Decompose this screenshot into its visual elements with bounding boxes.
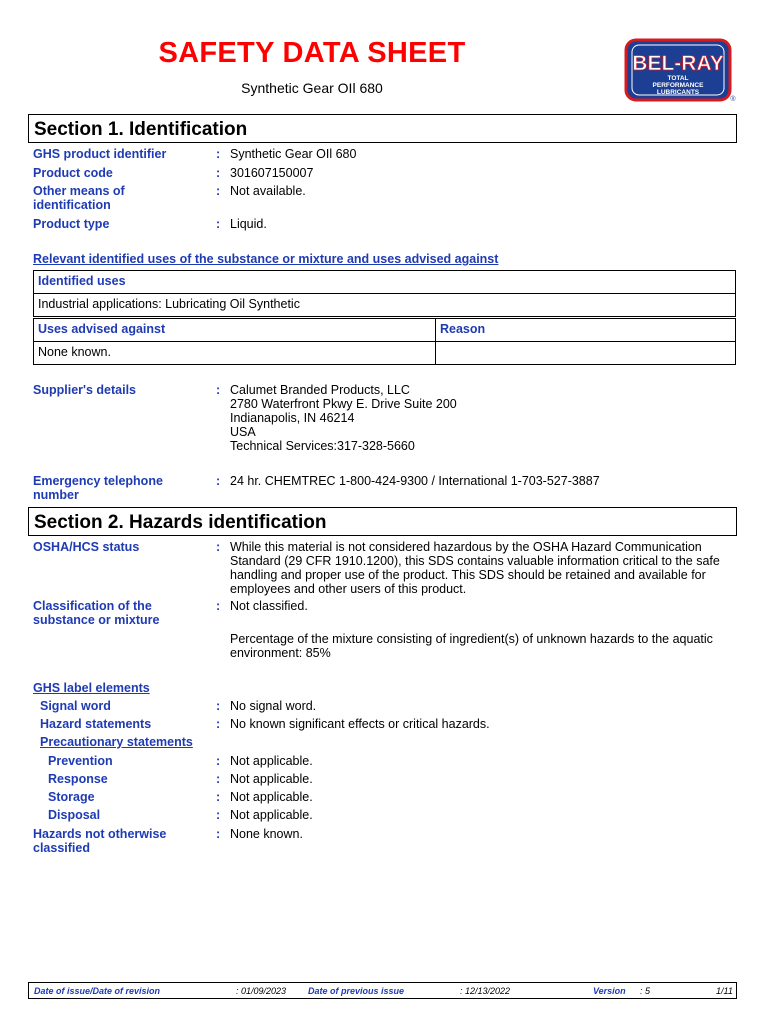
uses-advised-against-header: Uses advised against bbox=[34, 319, 436, 342]
supplier-details bbox=[230, 383, 735, 453]
colon: : bbox=[216, 474, 221, 488]
colon: : bbox=[216, 147, 221, 161]
colon: : bbox=[216, 599, 221, 613]
supplier-line: Technical Services:317-328-5660 bbox=[230, 439, 415, 453]
document-title: SAFETY DATA SHEET bbox=[158, 37, 466, 69]
storage-label: Storage bbox=[48, 790, 95, 804]
product-code-label: Product code bbox=[33, 166, 113, 180]
osha-status-label: OSHA/HCS status bbox=[33, 540, 140, 554]
logo-registered-mark: ® bbox=[730, 96, 736, 103]
colon: : bbox=[216, 717, 221, 731]
colon: : bbox=[216, 827, 221, 841]
version-label: Version bbox=[593, 986, 626, 996]
product-code-value: 301607150007 bbox=[230, 166, 314, 180]
colon: : bbox=[216, 808, 221, 822]
relevant-uses-heading: Relevant identified uses of the substance or mixture and uses advised against bbox=[33, 252, 499, 266]
hazards-not-otherwise-classified-value: None known. bbox=[230, 827, 303, 841]
emergency-telephone-value: 24 hr. CHEMTREC 1-800-424-9300 / International 1-703-527-3887 bbox=[230, 474, 600, 488]
supplier-line: Indianapolis, IN 46214 bbox=[230, 411, 355, 425]
product-name: Synthetic Gear OIl 680 bbox=[241, 80, 383, 96]
logo-line1: TOTAL bbox=[667, 75, 689, 82]
prevention-label: Prevention bbox=[48, 754, 113, 768]
precautionary-statements-heading: Precautionary statements bbox=[40, 735, 193, 749]
section1-heading: Section 1. Identification bbox=[28, 114, 737, 143]
supplier-line: Calumet Branded Products, LLC bbox=[230, 383, 410, 397]
identified-uses-value: Industrial applications: Lubricating Oil Synthetic bbox=[34, 294, 736, 317]
other-means-value: Not available. bbox=[230, 184, 306, 198]
page-number: 1/11 bbox=[716, 986, 733, 996]
colon: : bbox=[216, 699, 221, 713]
ghs-identifier-value: Synthetic Gear OIl 680 bbox=[230, 147, 357, 161]
hazards-not-otherwise-classified-label: Hazards not otherwise classified bbox=[33, 827, 167, 855]
signal-word-label: Signal word bbox=[40, 699, 111, 713]
disposal-value: Not applicable. bbox=[230, 808, 313, 822]
colon: : bbox=[216, 166, 221, 180]
storage-value: Not applicable. bbox=[230, 790, 313, 804]
supplier-line: 2780 Waterfront Pkwy E. Drive Suite 200 bbox=[230, 397, 457, 411]
product-type-value: Liquid. bbox=[230, 217, 267, 231]
issue-date-value: : 01/09/2023 bbox=[236, 986, 287, 996]
colon: : bbox=[216, 772, 221, 786]
emergency-telephone-label: Emergency telephone number bbox=[33, 474, 163, 502]
colon: : bbox=[216, 184, 221, 198]
colon: : bbox=[216, 383, 221, 397]
ghs-identifier-label: GHS product identifier bbox=[33, 147, 167, 161]
ghs-label-elements-heading: GHS label elements bbox=[33, 681, 150, 695]
hazard-statements-label: Hazard statements bbox=[40, 717, 152, 731]
issue-date-label: Date of issue/Date of revision bbox=[34, 986, 161, 996]
signal-word-value: No signal word. bbox=[230, 699, 317, 713]
previous-issue-label: Date of previous issue bbox=[308, 986, 405, 996]
identified-uses-header: Identified uses bbox=[34, 271, 736, 294]
section2-heading: Section 2. Hazards identification bbox=[28, 507, 737, 536]
logo-brand: BEL-RAY bbox=[632, 52, 724, 75]
reason-header: Reason bbox=[436, 319, 736, 342]
colon: : bbox=[216, 217, 221, 231]
colon: : bbox=[216, 540, 221, 554]
colon: : bbox=[216, 754, 221, 768]
reason-value bbox=[436, 342, 736, 365]
page-footer bbox=[28, 982, 737, 999]
logo-line3: LUBRICANTS bbox=[656, 89, 700, 96]
bel-ray-logo bbox=[624, 38, 738, 104]
classification-value: Not classified. bbox=[230, 599, 308, 613]
colon: : bbox=[216, 790, 221, 804]
hazard-statements-value: No known significant effects or critical hazards. bbox=[230, 717, 490, 731]
logo-line2: PERFORMANCE bbox=[652, 82, 704, 89]
prevention-value: Not applicable. bbox=[230, 754, 313, 768]
supplier-label: Supplier's details bbox=[33, 383, 137, 397]
response-label: Response bbox=[48, 772, 108, 786]
previous-issue-value: : 12/13/2022 bbox=[460, 986, 511, 996]
identified-uses-table bbox=[33, 270, 736, 317]
product-type-label: Product type bbox=[33, 217, 110, 231]
other-means-label: Other means of identification bbox=[33, 184, 125, 212]
response-value: Not applicable. bbox=[230, 772, 313, 786]
disposal-label: Disposal bbox=[48, 808, 101, 822]
uses-advised-against-value: None known. bbox=[34, 342, 436, 365]
uses-advised-against-table bbox=[33, 318, 736, 365]
osha-status-value: While this material is not considered hazardous by the OSHA Hazard Communication Standard (29 CFR 1910.1200), this SDS contains valuable information critical to the safe handling and proper use of the product. This SDS should be retained and available for employees and other users of this product. bbox=[230, 540, 720, 596]
version-value: : 5 bbox=[640, 986, 651, 996]
classification-label: Classification of the substance or mixture bbox=[33, 599, 160, 627]
supplier-line: USA bbox=[230, 425, 256, 439]
aquatic-hazard-note: Percentage of the mixture consisting of ingredient(s) of unknown hazards to the aquatic environment: 85% bbox=[230, 632, 713, 660]
